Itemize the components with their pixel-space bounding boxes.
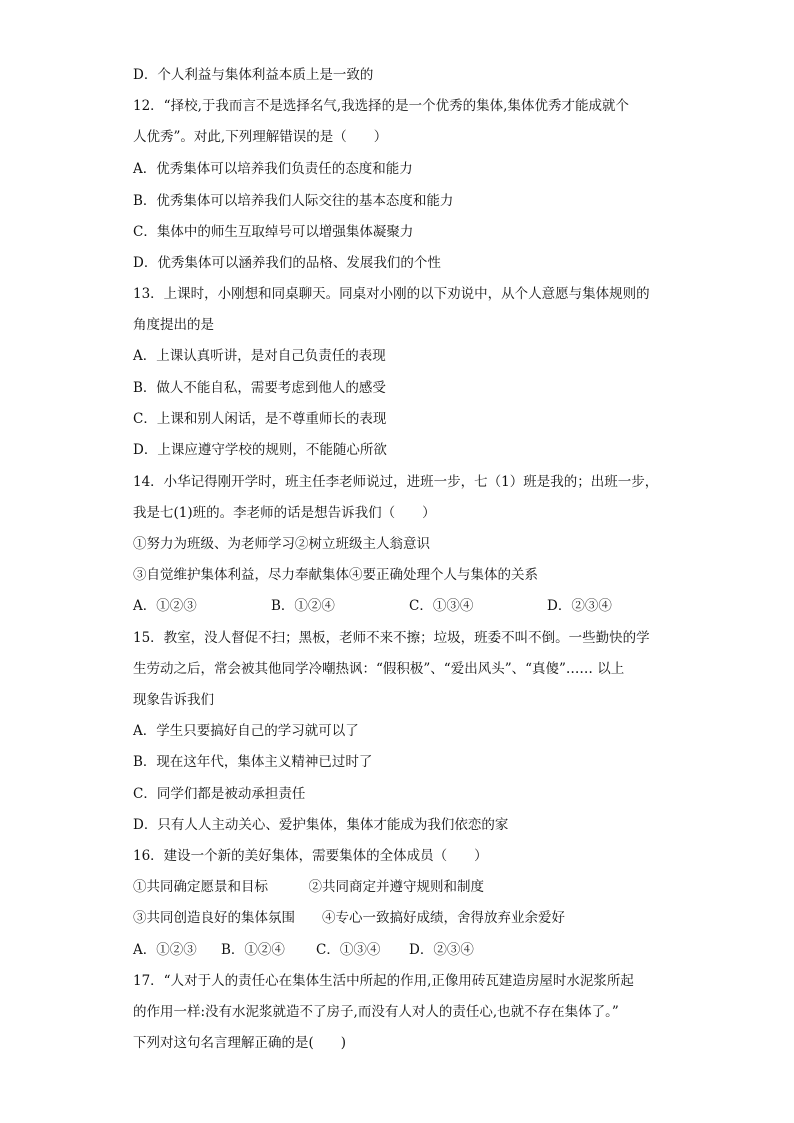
- q13-stem-line-1: 13．上课时，小刚想和同桌聊天。同桌对小刚的以下劝说中，从个人意愿与集体规则的: [133, 286, 650, 302]
- q16-option-b: B．①②④: [221, 942, 285, 958]
- q16-stem: 16．建设一个新的美好集体，需要集体的全体成员（ ）: [133, 848, 488, 864]
- q14-options: [133, 596, 693, 616]
- q13-stem-line-2: 角度提出的是: [133, 317, 214, 333]
- q15-option-a: A．学生只要搞好自己的学习就可以了: [133, 723, 359, 739]
- q13-option-c: C．上课和别人闲话，是不尊重师长的表现: [133, 411, 387, 427]
- q12-stem-line-1: 12．“择校,于我而言不是选择名气,我选择的是一个优秀的集体,集体优秀才能成就个: [133, 98, 629, 114]
- q15-stem-line-1: 15．教室，没人督促不扫；黑板，老师不来不擦；垃圾，班委不叫不倒。一些勤快的学: [133, 630, 650, 646]
- q14-option-c: C．①③④: [409, 598, 474, 614]
- q15-stem-line-3: 现象告诉我们: [133, 692, 214, 708]
- q17-stem-line-3: 下列对这句名言理解正确的是( ): [133, 1035, 347, 1051]
- q16-options: [133, 940, 693, 960]
- q16-option-a: A．①②③: [133, 942, 197, 958]
- q16-statement-line-1: ①共同确定愿景和目标 ②共同商定并遵守规则和制度: [133, 879, 484, 895]
- q16-option-d: D．②③④: [409, 942, 474, 958]
- q13-option-b: B．做人不能自私，需要考虑到他人的感受: [133, 380, 386, 396]
- q15-option-b: B．现在这年代，集体主义精神已过时了: [133, 754, 373, 770]
- q15-option-d: D．只有人人主动关心、爱护集体，集体才能成为我们依恋的家: [133, 817, 509, 833]
- q14-stem-line-1: 14．小华记得刚开学时，班主任李老师说过，进班一步，七（1）班是我的；出班一步，: [133, 474, 659, 490]
- q14-option-d: D．②③④: [547, 598, 612, 614]
- q14-statement-line-2: ③自觉维护集体利益，尽力奉献集体④要正确处理个人与集体的关系: [133, 567, 538, 583]
- q14-statement-line-1: ①努力为班级、为老师学习②树立班级主人翁意识: [133, 536, 430, 552]
- q12-stem-line-2: 人优秀”。对此,下列理解错误的是（ ）: [133, 129, 388, 145]
- q15-option-c: C．同学们都是被动承担责任: [133, 786, 306, 802]
- q14-stem-line-2: 我是七(1)班的。李老师的话是想告诉我们（ ）: [133, 505, 436, 521]
- q12-option-a: A．优秀集体可以培养我们负责任的态度和能力: [133, 161, 413, 177]
- q15-stem-line-2: 生劳动之后，常会被其他同学冷嘲热讽：“假积极”、“爱出风头”、“真傻”…… 以上: [133, 661, 625, 677]
- q11-option-d: D．个人利益与集体利益本质上是一致的: [133, 67, 374, 83]
- q17-stem-line-1: 17．“人对于人的责任心在集体生活中所起的作用,正像用砖瓦建造房屋时水泥浆所起: [133, 973, 634, 989]
- q16-option-c: C．①③④: [316, 942, 381, 958]
- q14-option-a: A．①②③: [133, 598, 197, 614]
- q17-stem-line-2: 的作用一样:没有水泥浆就造不了房子,而没有人对人的责任心,也就不存在集体了。”: [133, 1004, 619, 1020]
- q14-option-b: B．①②④: [271, 598, 335, 614]
- q12-option-c: C．集体中的师生互取绰号可以增强集体凝聚力: [133, 224, 414, 240]
- q13-option-a: A．上课认真听讲，是对自己负责任的表现: [133, 348, 386, 364]
- q12-option-b: B．优秀集体可以培养我们人际交往的基本态度和能力: [133, 193, 454, 209]
- q12-option-d: D．优秀集体可以涵养我们的品格、发展我们的个性: [133, 255, 441, 271]
- q16-statement-line-2: ③共同创造良好的集体氛围 ④专心一致搞好成绩，舍得放弃业余爱好: [133, 910, 565, 926]
- q13-option-d: D．上课应遵守学校的规则，不能随心所欲: [133, 442, 387, 458]
